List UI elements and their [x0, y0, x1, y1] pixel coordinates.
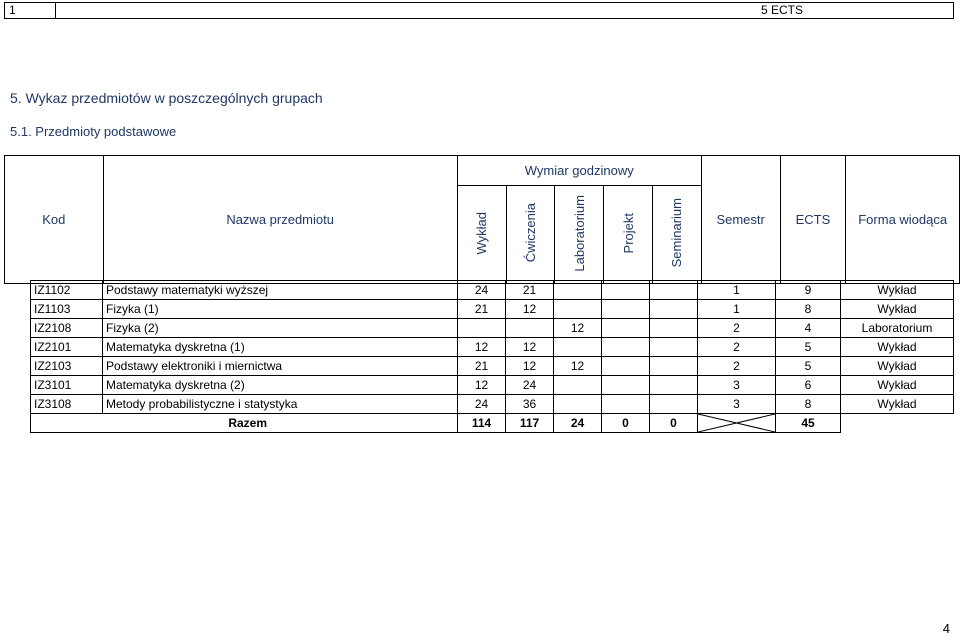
cell-ects: 5 — [776, 357, 841, 376]
total-label: Razem — [31, 414, 458, 433]
cell-code: IZ2101 — [31, 338, 103, 357]
cell-seminar — [650, 376, 698, 395]
total-laboratory: 24 — [554, 414, 602, 433]
cell-seminar — [650, 300, 698, 319]
cell-semester: 2 — [698, 338, 776, 357]
header-seminar: Seminarium — [669, 198, 685, 268]
cell-project — [602, 338, 650, 357]
cell-form: Wykład — [841, 357, 954, 376]
cell-code: IZ2108 — [31, 319, 103, 338]
cell-exercises: 21 — [506, 281, 554, 300]
cell-code: IZ3101 — [31, 376, 103, 395]
cell-lecture: 12 — [458, 376, 506, 395]
cell-seminar — [650, 319, 698, 338]
cell-form: Wykład — [841, 376, 954, 395]
cell-seminar — [650, 281, 698, 300]
total-row — [31, 414, 954, 433]
cell-form: Wykład — [841, 281, 954, 300]
cell-exercises: 36 — [506, 395, 554, 414]
cell-project — [602, 300, 650, 319]
cell-exercises: 12 — [506, 357, 554, 376]
cell-laboratory — [554, 395, 602, 414]
cell-name: Fizyka (2) — [103, 319, 458, 338]
cell-project — [602, 376, 650, 395]
cell-seminar — [650, 357, 698, 376]
cell-name: Fizyka (1) — [103, 300, 458, 319]
table-row — [31, 319, 954, 338]
cell-ects: 8 — [776, 395, 841, 414]
cell-seminar — [650, 338, 698, 357]
cell-code: IZ3108 — [31, 395, 103, 414]
cell-lecture: 24 — [458, 395, 506, 414]
header-table — [4, 155, 960, 284]
cell-ects: 9 — [776, 281, 841, 300]
cell-name: Metody probabilistyczne i statystyka — [103, 395, 458, 414]
header-project: Projekt — [620, 212, 636, 254]
cell-ects: 4 — [776, 319, 841, 338]
table-row — [31, 376, 954, 395]
cell-exercises — [506, 319, 554, 338]
cell-ects: 6 — [776, 376, 841, 395]
cell-seminar — [650, 395, 698, 414]
cell-project — [602, 357, 650, 376]
total-semester-crossed — [698, 414, 776, 433]
cell-lecture: 21 — [458, 357, 506, 376]
cell-lecture: 12 — [458, 338, 506, 357]
cell-name: Podstawy matematyki wyższej — [103, 281, 458, 300]
cell-project — [602, 319, 650, 338]
cell-lecture: 24 — [458, 281, 506, 300]
cell-code: IZ1103 — [31, 300, 103, 319]
cell-semester: 2 — [698, 357, 776, 376]
cell-form: Laboratorium — [841, 319, 954, 338]
cell-laboratory: 12 — [554, 319, 602, 338]
subjects-table — [30, 280, 954, 433]
total-exercises: 117 — [506, 414, 554, 433]
header-exercises: Ćwiczenia — [522, 203, 538, 263]
cell-ects: 5 — [776, 338, 841, 357]
cross-mark — [698, 414, 775, 432]
total-seminar: 0 — [650, 414, 698, 433]
cell-project — [602, 281, 650, 300]
cell-laboratory — [554, 338, 602, 357]
top-bar — [4, 2, 954, 19]
cell-semester: 1 — [698, 281, 776, 300]
cell-semester: 1 — [698, 300, 776, 319]
cell-exercises: 24 — [506, 376, 554, 395]
header-form: Forma wiodąca — [846, 156, 960, 284]
table-row — [31, 281, 954, 300]
header-laboratory: Laboratorium — [571, 194, 587, 272]
cell-laboratory — [554, 300, 602, 319]
cell-laboratory — [554, 281, 602, 300]
cell-ects: 8 — [776, 300, 841, 319]
cell-semester: 3 — [698, 376, 776, 395]
total-ects: 45 — [776, 414, 841, 433]
cell-semester: 3 — [698, 395, 776, 414]
cell-laboratory: 12 — [554, 357, 602, 376]
cell-exercises: 12 — [506, 300, 554, 319]
header-lecture: Wykład — [474, 211, 490, 255]
table-row — [31, 300, 954, 319]
cell-laboratory — [554, 376, 602, 395]
cell-semester: 2 — [698, 319, 776, 338]
cell-name: Podstawy elektroniki i miernictwa — [103, 357, 458, 376]
subsection-heading: 5.1. Przedmioty podstawowe — [10, 124, 177, 139]
cell-form: Wykład — [841, 300, 954, 319]
cell-lecture: 21 — [458, 300, 506, 319]
total-form-empty — [841, 414, 954, 433]
header-ects: ECTS — [780, 156, 846, 284]
header-hours-group: Wymiar godzinowy — [457, 156, 701, 186]
cell-code: IZ1102 — [31, 281, 103, 300]
cell-exercises: 12 — [506, 338, 554, 357]
cell-lecture — [458, 319, 506, 338]
header-name: Nazwa przedmiotu — [103, 156, 457, 284]
table-row — [31, 395, 954, 414]
cell-form: Wykład — [841, 395, 954, 414]
total-project: 0 — [602, 414, 650, 433]
cell-code: IZ2103 — [31, 357, 103, 376]
cell-name: Matematyka dyskretna (2) — [103, 376, 458, 395]
cell-form: Wykład — [841, 338, 954, 357]
cell-name: Matematyka dyskretna (1) — [103, 338, 458, 357]
total-lecture: 114 — [458, 414, 506, 433]
header-semester: Semestr — [701, 156, 780, 284]
page-number: 4 — [942, 621, 950, 636]
header-code: Kod — [5, 156, 104, 284]
cell-project — [602, 395, 650, 414]
top-bar-right: 5 ECTS — [760, 3, 803, 17]
top-bar-left: 1 — [5, 3, 56, 18]
table-row — [31, 357, 954, 376]
table-row — [31, 338, 954, 357]
section-heading: 5. Wykaz przedmiotów w poszczególnych grupach — [10, 90, 323, 106]
